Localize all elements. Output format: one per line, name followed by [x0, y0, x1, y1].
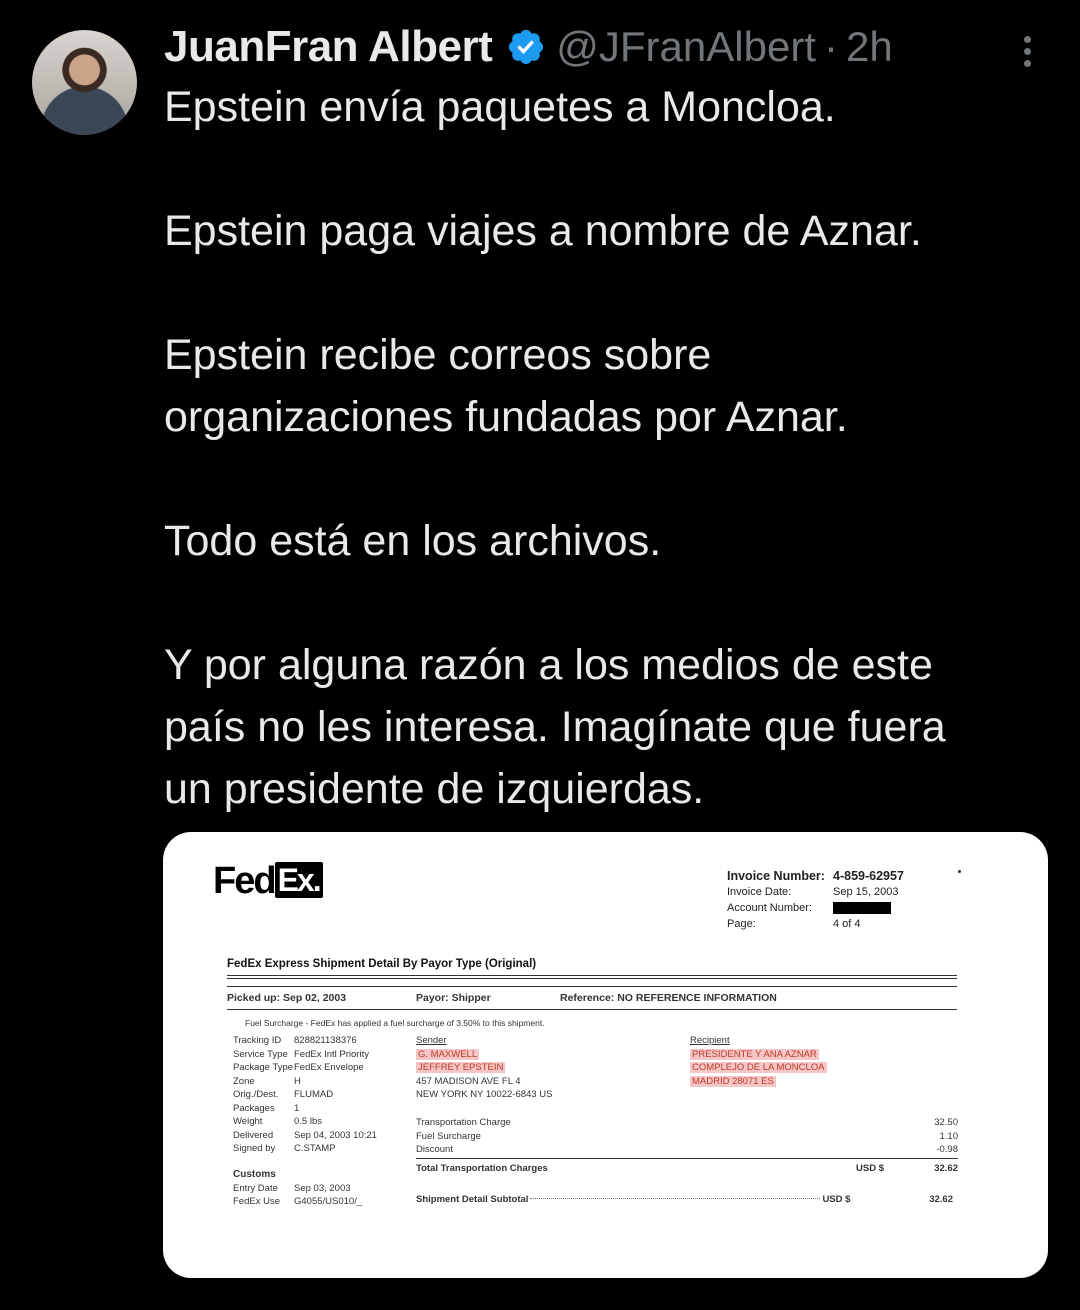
tweet-header [164, 22, 893, 72]
invoice-date-label: Invoice Date: [727, 886, 792, 898]
tweet-line: país no les interesa. Imagínate que fuera [164, 703, 946, 751]
customs-block: Customs Entry Date Sep 03, 2003 FedEx Use G4055/US010/_ [233, 1169, 363, 1207]
section-title: FedEx Express Shipment Detail By Payor Type (Original) [227, 958, 537, 970]
invoice-number: 4-859-62957 [833, 869, 904, 883]
shipment-details: Tracking ID 828821138376 Service Type FedEx Intl Priority Package Type FedEx Envelope Zone H Orig./Dest. FLUMAD Packages 1 Weight 0.5 lbs Delivered Sep 04, 2003 10:21 Signed by C.STAMP [233, 1035, 377, 1154]
tweet-line: Epstein recibe correos sobre [164, 331, 712, 379]
fedex-logo: FedEx. [213, 860, 323, 903]
recipient-highlight: PRESIDENTE Y ANA AZNAR [692, 1048, 817, 1060]
reference: Reference: NO REFERENCE INFORMATION [560, 992, 777, 1004]
timestamp[interactable]: 2h [845, 23, 893, 70]
verified-badge-icon [506, 27, 546, 67]
total-currency: USD $ [856, 1163, 884, 1174]
avatar[interactable] [32, 30, 137, 135]
sender-name-highlight: G. MAXWELL [418, 1048, 478, 1060]
total-value: 32.62 [934, 1163, 958, 1174]
page-label: Page: [727, 918, 756, 930]
account-number-label: Account Number: [727, 902, 812, 914]
tweet-line: Epstein envía paquetes a Moncloa. [164, 83, 836, 131]
separator-dot: · [823, 23, 838, 70]
recipient-highlight: MADRID 28071 ES [692, 1075, 774, 1087]
recipient-highlight: COMPLEJO DE LA MONCLOA [692, 1062, 825, 1073]
page-value: 4 of 4 [833, 918, 861, 930]
author-handle[interactable]: @JFranAlbert [556, 23, 816, 70]
total-label: Total Transportation Charges [416, 1163, 548, 1174]
tweet-line: un presidente de izquierdas. [164, 765, 705, 813]
tweet-text [164, 76, 1054, 820]
attached-image-invoice[interactable] [163, 832, 1048, 1278]
more-options-icon[interactable] [1014, 32, 1040, 72]
recipient-block: Recipient PRESIDENTE Y ANA AZNAR COMPLEJO DE LA MONCLOA MADRID 28071 ES [690, 1035, 825, 1087]
redacted-account-number [833, 902, 891, 914]
invoice-date: Sep 15, 2003 [833, 886, 899, 898]
charges-list: Transportation Charge Fuel Surcharge Discount [416, 1117, 511, 1155]
sender-name-highlight: JEFFREY EPSTEIN [418, 1062, 504, 1073]
tweet-line: Y por alguna razón a los medios de este [164, 641, 933, 689]
tweet-line: Epstein paga viajes a nombre de Aznar. [164, 207, 922, 255]
tweet-line: organizaciones fundadas por Aznar. [164, 393, 848, 441]
subtotal-value: 32.62 [929, 1194, 953, 1205]
subtotal-row: Shipment Detail Subtotal USD $ [416, 1194, 851, 1205]
invoice-meta [727, 868, 904, 932]
charges-values: 32.50 1.10 -0.98 [934, 1117, 958, 1155]
payor: Payor: Shipper [416, 992, 491, 1004]
sender-block: Sender G. MAXWELL JEFFREY EPSTEIN 457 MADISON AVE FL 4 NEW YORK NY 10022-6843 US [416, 1035, 553, 1100]
fuel-note: Fuel Surcharge - FedEx has applied a fuel surcharge of 3.50% to this shipment. [245, 1018, 545, 1028]
picked-up: Picked up: Sep 02, 2003 [227, 992, 347, 1004]
tweet-line: Todo está en los archivos. [164, 517, 662, 565]
invoice-number-label: Invoice Number: [727, 869, 825, 883]
author-name[interactable]: JuanFran Albert [164, 22, 493, 71]
